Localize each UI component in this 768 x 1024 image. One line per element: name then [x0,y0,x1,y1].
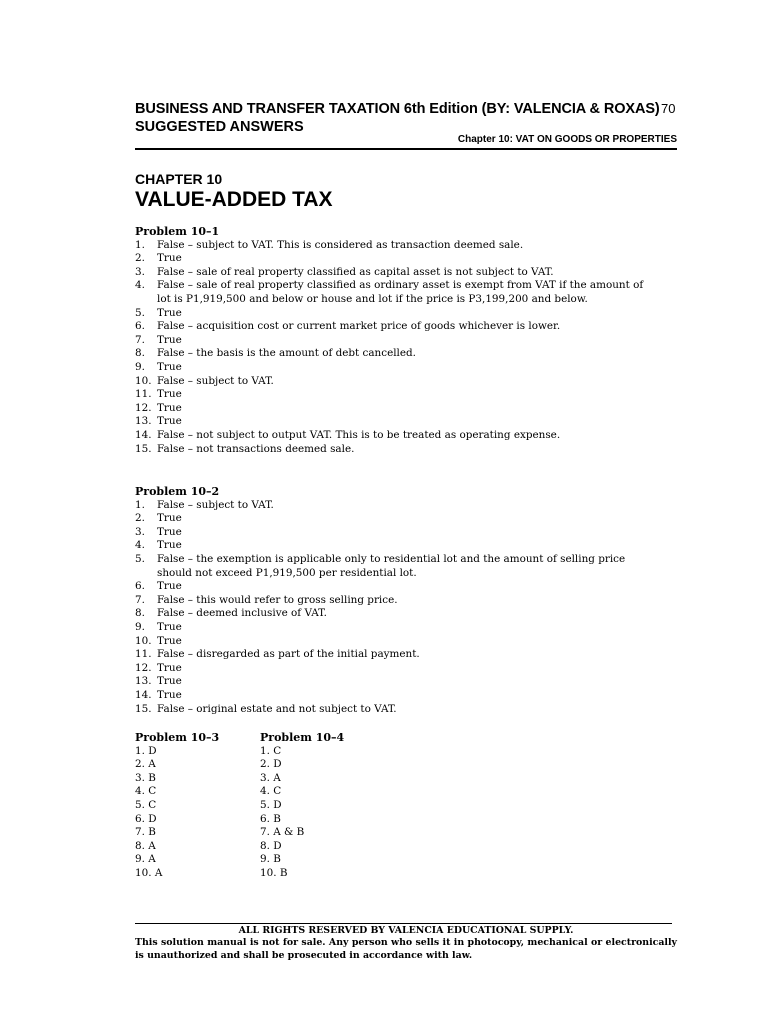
list-item: 6. D [135,812,157,825]
list-item: 6. False – acquisition cost or current market price of goods whichever is lower. [135,320,561,333]
list-item: 5. C [135,799,157,812]
list-item: 11. True [135,388,182,401]
list-item: 4. C [260,785,282,798]
list-item: 7. True [135,333,182,346]
book-subtitle: SUGGESTED ANSWERS [135,119,304,135]
list-item: 2. True [135,252,182,265]
list-item: 1. D [135,744,157,757]
list-item: 2. D [260,758,282,771]
answer-list [135,499,680,717]
header-divider [135,148,677,150]
list-item: 14. False – not subject to output VAT. This is to be treated as operating expense. [135,429,561,442]
list-item: 14. True [135,689,182,702]
footer-disclaimer: This solution manual is not for sale. Any person who sells it in photocopy, mechanical or electronically is unauthorized and shall be prosecuted in accordance with law. [135,937,677,961]
problem-heading: Problem 10–1 [135,225,220,238]
list-item: 3. A [260,771,281,784]
answer-list [260,745,380,881]
list-item: 6. B [260,812,281,825]
list-item: 12. True [135,661,182,674]
footer-divider [135,923,672,924]
list-item: 10. B [260,867,288,880]
list-item: 5. D [260,799,282,812]
list-item: 8. False – deemed inclusive of VAT. [135,607,327,620]
list-item: 3. B [135,771,156,784]
chapter-title: VALUE-ADDED TAX [135,188,333,211]
list-item: 12. True [135,401,182,414]
problem-heading: Problem 10–2 [135,485,220,498]
list-item: 8. D [260,839,282,852]
list-item: 4. C [135,785,157,798]
list-item: 4. False – sale of real property classified as ordinary asset is exempt from VAT if the amount of lot is P1,919,500 and below or house and lot if the price is P3,199,200 and below. [135,279,644,306]
problem-10-4 [260,731,380,881]
list-item: 8. False – the basis is the amount of debt cancelled. [135,347,416,360]
list-item: 7. A & B [260,826,305,839]
chapter-label: CHAPTER 10 [135,171,223,187]
list-item: 1. False – subject to VAT. This is considered as transaction deemed sale. [135,238,524,251]
list-item: 9. True [135,621,182,634]
list-item: 13. True [135,675,182,688]
list-item: 10. True [135,634,182,647]
list-item: 3. False – sale of real property classified as capital asset is not subject to VAT. [135,265,554,278]
list-item: 5. False – the exemption is applicable only to residential lot and the amount of selling price should not exceed P1,919,500 per residential lot. [135,553,626,579]
problem-10-1 [135,225,680,456]
list-item: 15. False – original estate and not subject to VAT. [135,702,397,715]
list-item: 9. B [260,853,281,866]
problem-heading: Problem 10–4 [260,731,345,744]
list-item: 7. False – this would refer to gross selling price. [135,593,398,606]
list-item: 11. False – disregarded as part of the initial payment. [135,648,420,661]
list-item: 6. True [135,580,182,593]
answer-list [135,239,680,457]
list-item: 10. False – subject to VAT. [135,374,274,387]
list-item: 3. True [135,525,182,538]
list-item: 7. B [135,826,156,839]
list-item: 15. False – not transactions deemed sale. [135,442,355,455]
problem-heading: Problem 10–3 [135,731,220,744]
list-item: 5. True [135,306,182,319]
list-item: 2. True [135,512,182,525]
list-item: 1. False – subject to VAT. [135,498,274,511]
list-item: 9. A [135,853,156,866]
answer-list [135,745,255,881]
chapter-reference: Chapter 10: VAT ON GOODS OR PROPERTIES [457,134,677,145]
list-item: 1. C [260,744,282,757]
problem-10-3 [135,731,255,881]
list-item: 2. A [135,758,156,771]
page-number: 70 [661,101,676,116]
list-item: 4. True [135,539,182,552]
problem-10-2 [135,485,680,716]
list-item: 8. A [135,839,156,852]
footer-rights: ALL RIGHTS RESERVED BY VALENCIA EDUCATIONAL SUPPLY. [238,925,574,936]
list-item: 13. True [135,415,182,428]
list-item: 10. A [135,867,163,880]
book-title: BUSINESS AND TRANSFER TAXATION 6th Edition (BY: VALENCIA & ROXAS) [135,101,660,117]
list-item: 9. True [135,361,182,374]
